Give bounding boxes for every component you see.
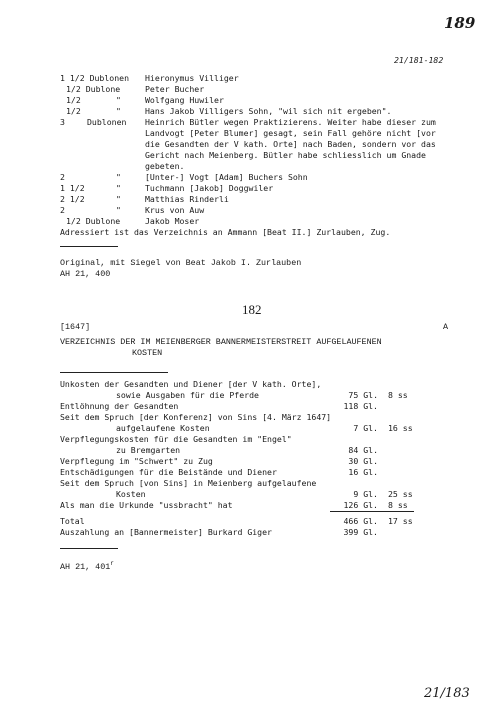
cost-amount: 75 Gl.	[348, 390, 378, 400]
ditto-mark: "	[116, 194, 121, 204]
payment-label: Auszahlung an [Bannermeister] Burkard Giger	[60, 527, 272, 537]
document-heading: VERZEICHNIS DER IM MEIENBERGER BANNERMEISTERSTREIT AUFGELAUFENEN	[60, 337, 382, 347]
document-date: [1647]	[60, 322, 91, 332]
cost-label: sowie Ausgaben für die Pferde	[116, 390, 259, 400]
separator	[60, 372, 168, 373]
cost-label: zu Bremgarten	[116, 445, 181, 455]
list-item-name: Hieronymus Villiger	[145, 73, 239, 83]
ditto-mark: "	[116, 205, 121, 215]
addressee-note: Adressiert ist das Verzeichnis an Ammann [Beat II.] Zurlauben, Zug.	[60, 227, 391, 237]
list-item-amount: 1/2 Dublone	[66, 216, 121, 226]
list-item-name: Hans Jakob Villigers Sohn, "wil sich nit ergeben".	[145, 106, 392, 116]
cost-ss: 25 ss	[388, 489, 413, 499]
document-letter: A	[443, 322, 449, 332]
ditto-mark: "	[116, 183, 121, 193]
separator	[60, 246, 118, 247]
list-item-name-line: gebeten.	[145, 161, 185, 171]
list-item-name-line: die Gesandten der V kath. Orte] nach Baden, sondern vor das	[145, 139, 436, 149]
cost-label: Verpflegung im "Schwert" zu Zug	[60, 456, 213, 466]
source-note: Original, mit Siegel von Beat Jakob I. Zurlauben	[60, 258, 302, 268]
list-item-amount: 1/2	[66, 95, 81, 105]
cost-amount: 30 Gl.	[348, 456, 378, 466]
separator	[60, 548, 118, 549]
list-item-name: Krus von Auw	[145, 205, 205, 215]
ditto-mark: "	[116, 106, 121, 116]
source-note	[60, 559, 114, 572]
cost-label: Verpflegungskosten für die Gesandten im "Engel"	[60, 434, 292, 444]
total-label: Total	[60, 516, 85, 526]
cost-label: Als man die Urkunde "ussbracht" hat	[60, 500, 233, 510]
list-item-name-line: Heinrich Bütler wegen Praktizierens. Weiter habe dieser zum	[145, 117, 436, 127]
sum-underline	[330, 511, 414, 512]
cost-label: Seit dem Spruch [der Konferenz] von Sins [4. März 1647]	[60, 412, 332, 422]
cost-ss: 8 ss	[388, 390, 408, 400]
total-ss: 17 ss	[388, 516, 413, 526]
list-item-name: [Unter-] Vogt [Adam] Buchers Sohn	[145, 172, 308, 182]
list-item-amount: 2	[60, 205, 65, 215]
handwritten-page-number: 189	[444, 14, 476, 32]
cost-ss: 8 ss	[388, 500, 408, 510]
cost-ss: 16 ss	[388, 423, 413, 433]
list-item-amount: 1/2 Dublone	[66, 84, 121, 94]
list-item-name-line: Gericht nach Meienberg. Bütler habe schliesslich um Gnade	[145, 150, 426, 160]
total-amount: 466 Gl.	[343, 516, 378, 526]
cost-amount: 16 Gl.	[348, 467, 378, 477]
payment-amount: 399 Gl.	[343, 527, 378, 537]
cost-amount: 126 Gl.	[343, 500, 378, 510]
cost-label: Unkosten der Gesandten und Diener [der V kath. Orte],	[60, 379, 322, 389]
document-number: 182	[242, 302, 262, 317]
ditto-mark: "	[116, 172, 121, 182]
cost-amount: 84 Gl.	[348, 445, 378, 455]
list-item-amount: 3	[60, 117, 65, 127]
list-item-amount: 1 1/2 Dublonen	[60, 73, 130, 83]
list-item-name-line: Landvogt [Peter Blumer] gesagt, sein Fall gehöre nicht [vor	[145, 128, 436, 138]
handwritten-footer-number: 21/183	[424, 686, 470, 701]
cost-label: Entschädigungen für die Beistände und Diener	[60, 467, 277, 477]
cost-amount: 7 Gl.	[353, 423, 378, 433]
cost-amount: 9 Gl.	[353, 489, 378, 499]
list-item-amount: 2 1/2	[60, 194, 85, 204]
document-heading: KOSTEN	[132, 348, 163, 358]
list-item-name: Tuchmann [Jakob] Doggwiler	[145, 183, 274, 193]
list-item-name: Peter Bucher	[145, 84, 205, 94]
source-text: AH 21, 401	[60, 561, 111, 572]
list-item-name: Wolfgang Huwiler	[145, 95, 224, 105]
cost-label: aufgelaufene Kosten	[116, 423, 210, 433]
source-superscript: r	[110, 560, 114, 567]
list-item-amount: 2	[60, 172, 65, 182]
cost-amount: 118 Gl.	[343, 401, 378, 411]
list-item-amount: 1 1/2	[60, 183, 85, 193]
cost-label: Kosten	[116, 489, 146, 499]
cost-label: Entlöhnung der Gesandten	[60, 401, 179, 411]
source-note: AH 21, 400	[60, 269, 111, 279]
list-item-unit: Dublonen	[87, 117, 127, 127]
list-item-name: Matthias Rinderli	[145, 194, 229, 204]
document-reference: 21/181-182	[394, 55, 444, 65]
list-item-name: Jakob Moser	[145, 216, 200, 226]
list-item-amount: 1/2	[66, 106, 81, 116]
ditto-mark: "	[116, 95, 121, 105]
cost-label: Seit dem Spruch [von Sins] in Meienberg aufgelaufene	[60, 478, 317, 488]
